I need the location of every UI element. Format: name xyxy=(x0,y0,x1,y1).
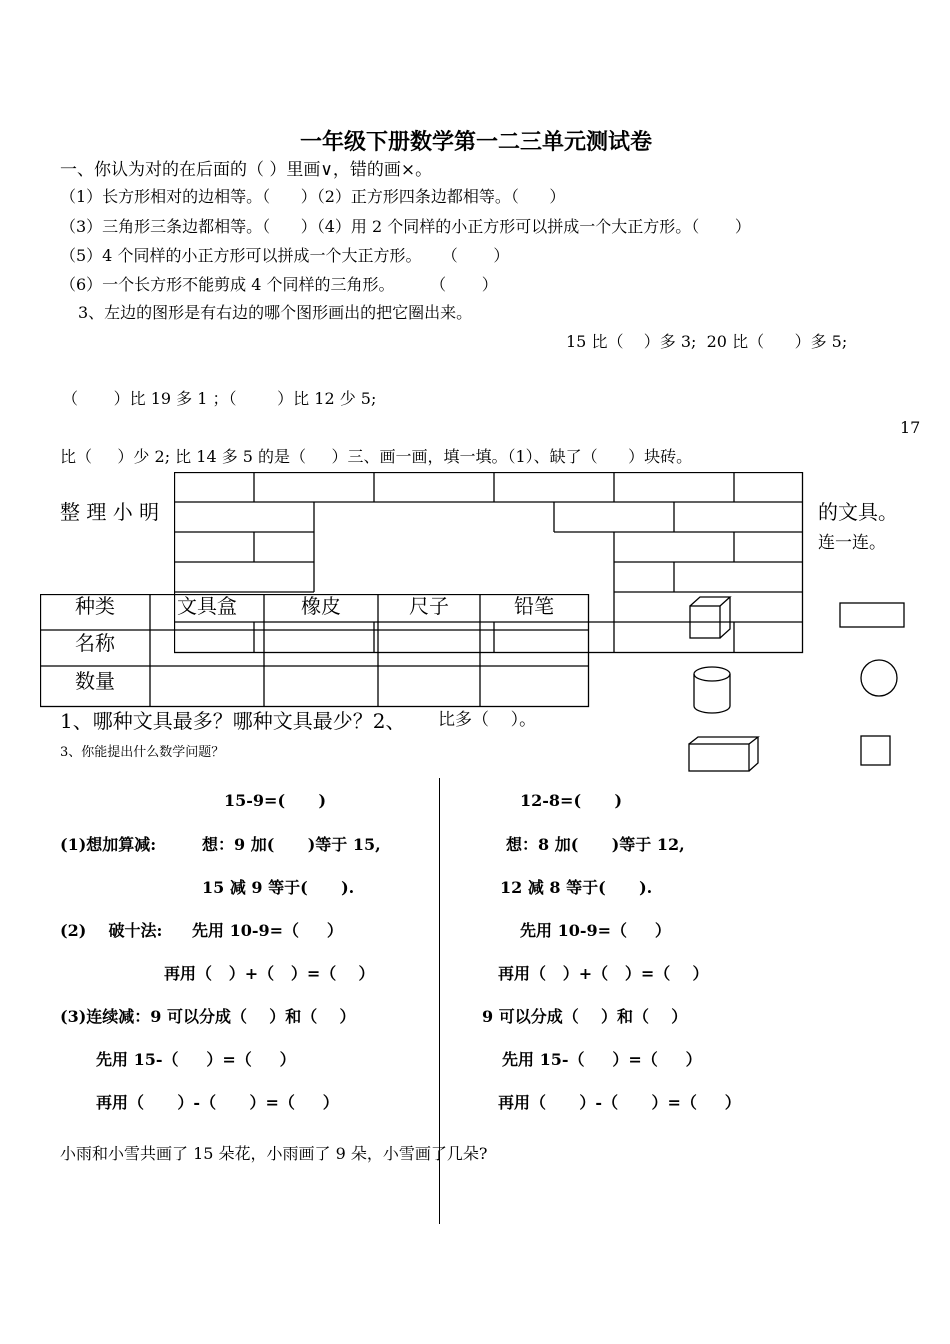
stationery-intro: 整 理 小 明 xyxy=(60,500,160,524)
column-header-pencil: 铅笔 xyxy=(514,594,554,618)
column-header-ruler: 尺子 xyxy=(409,594,449,618)
column-header-pencil-case: 文具盒 xyxy=(177,594,237,618)
stationery-question-3: 3、你能提出什么数学问题？ xyxy=(60,745,225,760)
shape-question: 3、左边的图形是有右边的哪个图形画出的把它圈出来。 xyxy=(78,303,473,322)
rectangle-icon xyxy=(838,601,908,631)
stationery-question-2: 比多（ ）。 xyxy=(438,710,537,730)
section1-header: 一、你认为对的在后面的（ ）里画∨，错的画×。 xyxy=(60,160,433,180)
left-method1-label: (1)想加算减: xyxy=(60,835,157,854)
left-method3-line2: 先用 15-（ ）=（ ） xyxy=(96,1050,296,1069)
left-method3-line1: (3)连续减：9 可以分成（ ）和（ ） xyxy=(60,1007,356,1026)
right-method3-line3: 再用（ ）-（ ）=（ ） xyxy=(498,1093,741,1112)
right-method2-line1: 先用 10-9=（ ） xyxy=(520,921,671,940)
row-header-quantity: 数量 xyxy=(75,669,115,693)
circle-icon xyxy=(858,657,900,699)
fill-line-3: 17 xyxy=(900,418,921,437)
question-line-4: （6）一个长方形不能剪成 4 个同样的三角形。 （ ） xyxy=(60,275,498,294)
stationery-question-1: 1、哪种文具最多？哪种文具最少？2、 xyxy=(60,709,406,733)
right-method1-line2: 12 减 8 等于( ). xyxy=(500,878,653,897)
fill-line-4: 比（ ）少 2; 比 14 多 5 的是（ ）三、画一画，填一填。（1）、缺了（ ）块砖。 xyxy=(60,447,693,466)
question-line-3: （5）4 个同样的小正方形可以拼成一个大正方形。 （ ） xyxy=(60,246,510,265)
question-line-2: （3）三角形三条边都相等。（ ）（4）用 2 个同样的小正方形可以拼成一个大正方形。（ ） xyxy=(60,217,751,236)
left-method2-label: (2) 破十法: xyxy=(60,921,163,940)
square-icon xyxy=(858,733,894,769)
column-header-eraser: 橡皮 xyxy=(301,594,341,618)
right-method3-line1: 9 可以分成（ ）和（ ） xyxy=(482,1007,688,1026)
connect-instruction: 连一连。 xyxy=(818,533,886,553)
right-equation: 12-8=( ) xyxy=(520,791,623,810)
left-method3-line3: 再用（ ）-（ ）=（ ） xyxy=(96,1093,339,1112)
stationery-intro-tail: 的文具。 xyxy=(818,500,898,524)
left-method1-line2: 15 减 9 等于( ). xyxy=(202,878,355,897)
left-method2-line1: 先用 10-9=（ ） xyxy=(192,921,343,940)
question-line-1: （1）长方形相对的边相等。（ ）（2）正方形四条边都相等。（ ） xyxy=(60,187,566,206)
row-header-type: 种类 xyxy=(75,594,115,618)
cube-icon xyxy=(686,594,734,642)
fill-line-1: 15 比（ ）多 3; 20 比（ ）多 5; xyxy=(566,332,848,351)
cuboid-icon xyxy=(686,734,762,774)
row-header-name: 名称 xyxy=(75,631,115,655)
right-method2-line2: 再用（ ）+（ ）=（ ） xyxy=(498,964,709,983)
left-equation: 15-9=( ) xyxy=(224,791,327,810)
right-method3-line2: 先用 15-（ ）=（ ） xyxy=(502,1050,702,1069)
page-title: 一年级下册数学第一二三单元测试卷 xyxy=(300,129,653,155)
fill-line-2: （ ）比 19 多 1 ；（ ）比 12 少 5; xyxy=(62,389,377,408)
word-problem: 小雨和小雪共画了 15 朵花，小雨画了 9 朵，小雪画了几朵? xyxy=(60,1144,488,1163)
left-method2-line2: 再用（ ）+（ ）=（ ） xyxy=(164,964,375,983)
cylinder-icon xyxy=(690,664,736,718)
right-method1-line1: 想：8 加( )等于 12, xyxy=(506,835,685,854)
left-method1-line1: 想：9 加( )等于 15, xyxy=(202,835,381,854)
